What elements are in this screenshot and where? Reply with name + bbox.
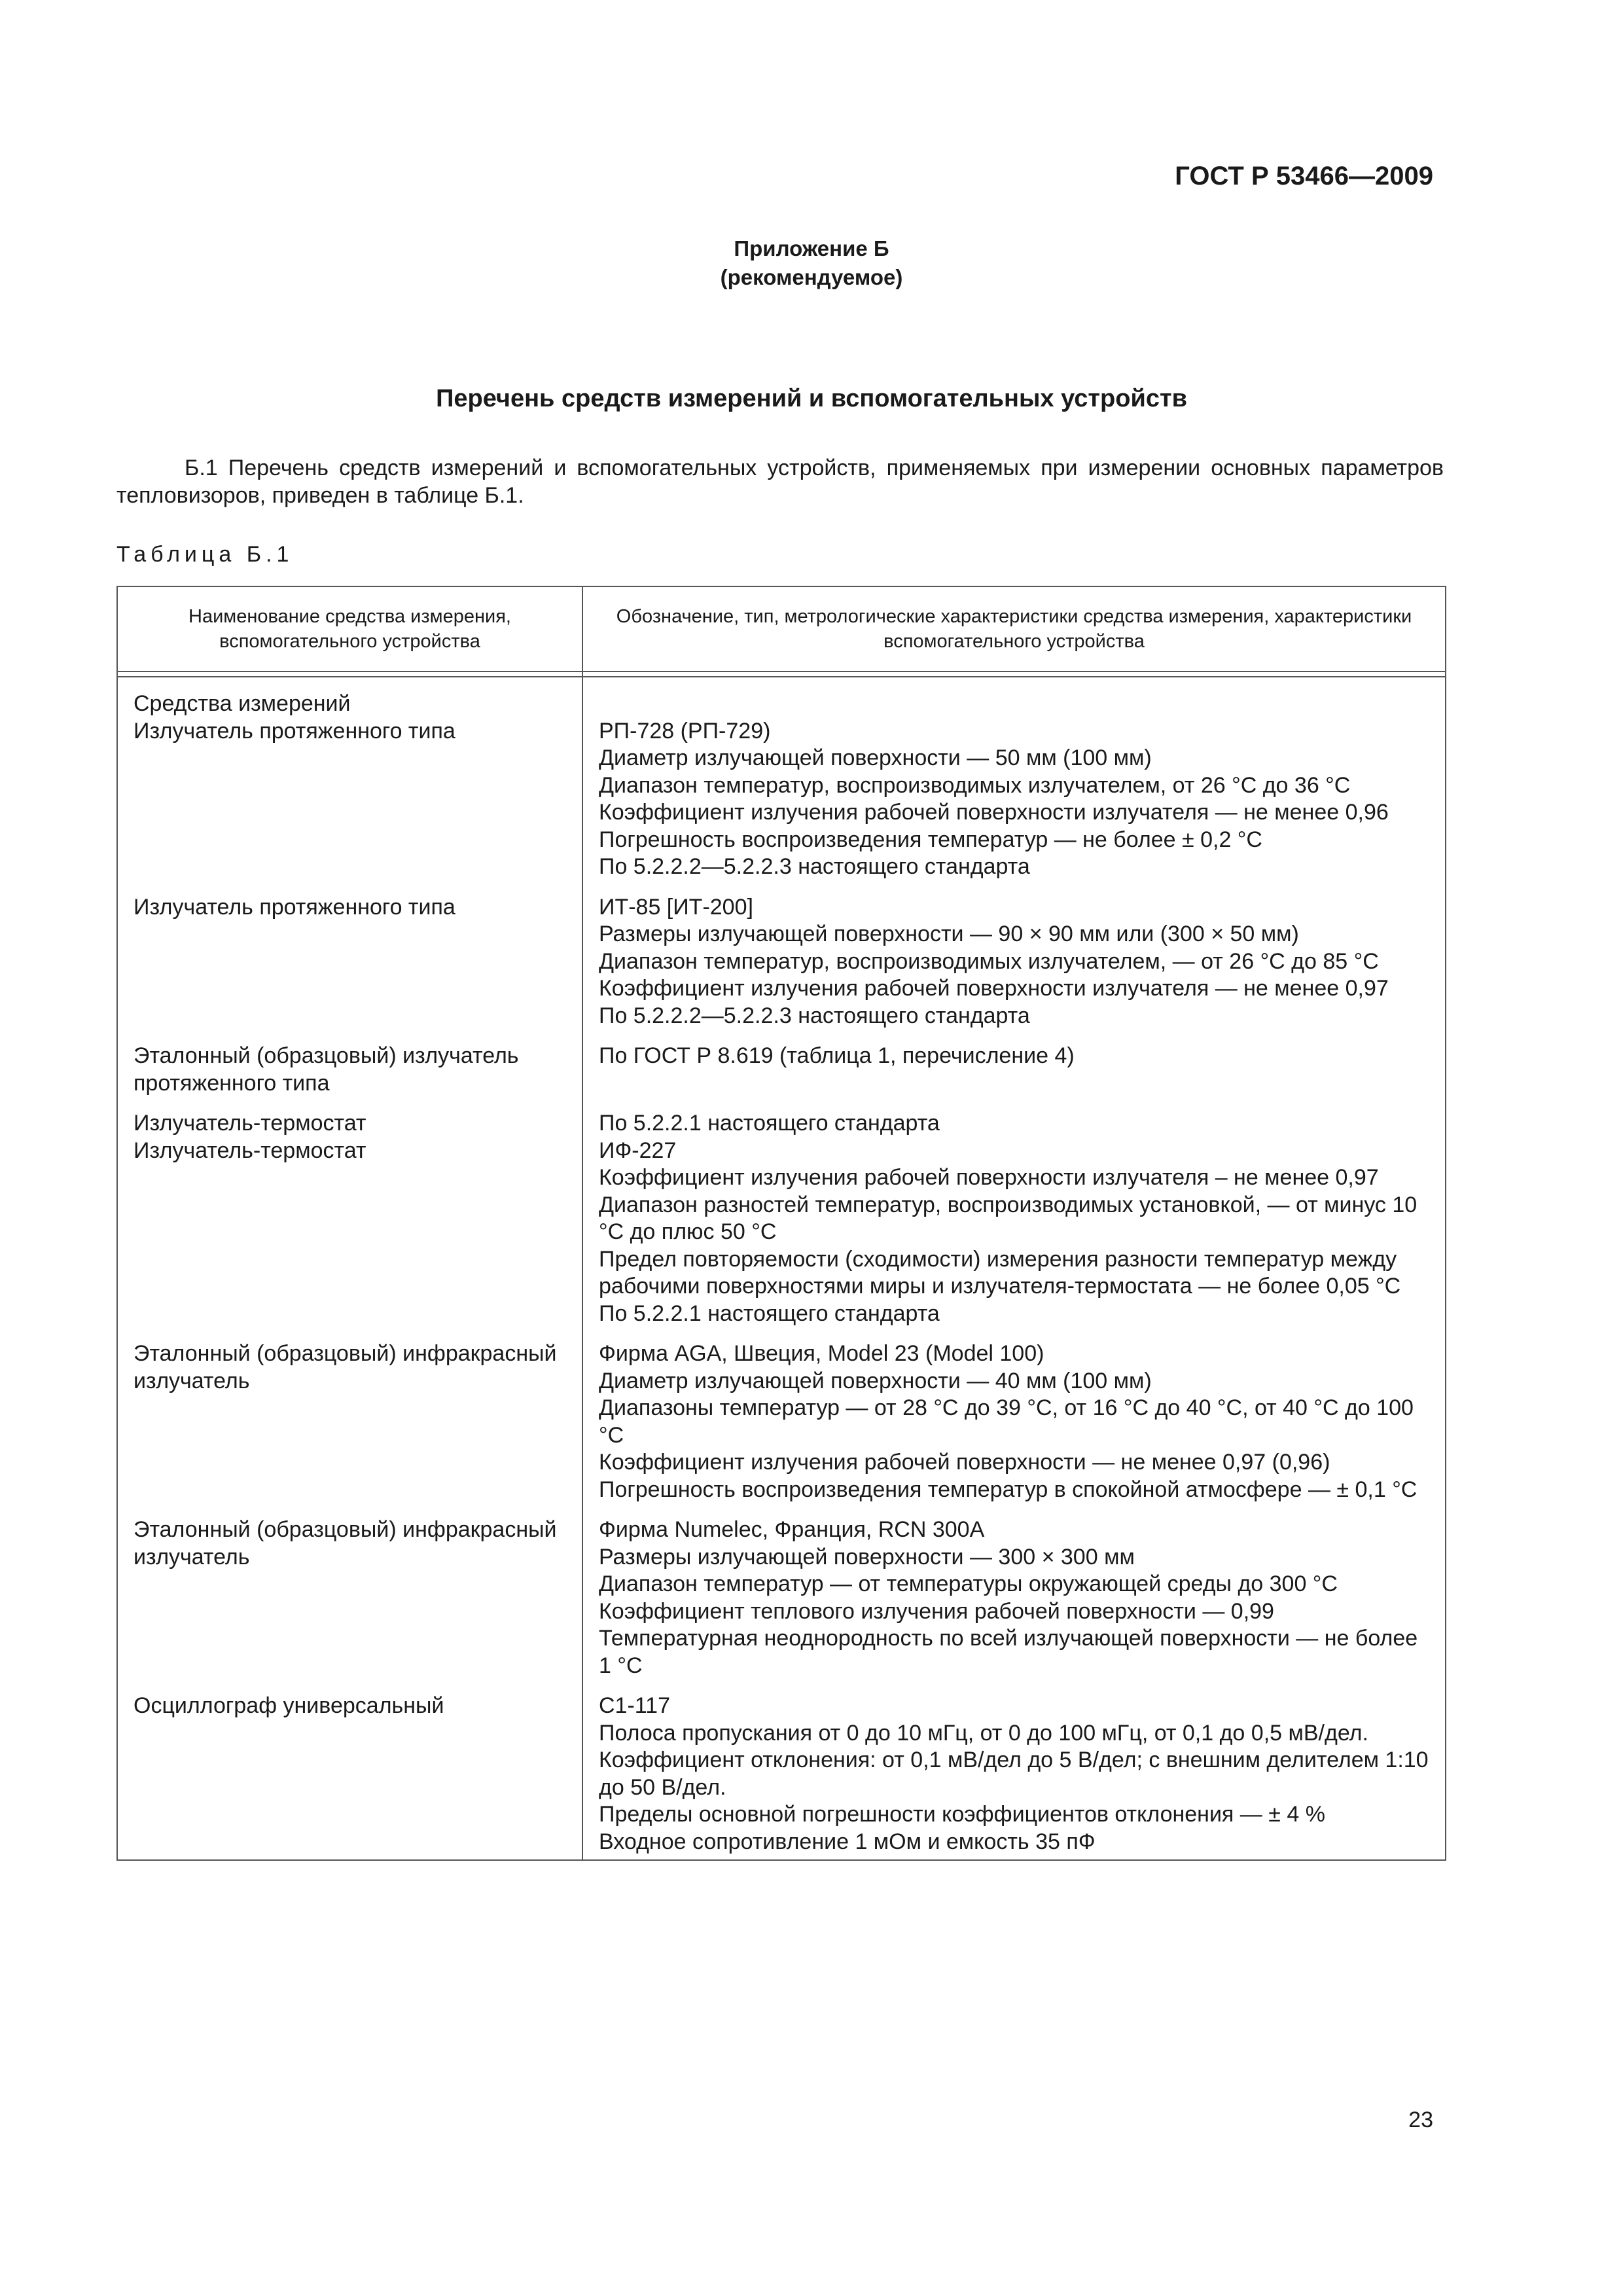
instrument-spec-line: Диапазон разностей температур, воспроизводимых установкой, — от минус 10 °С до плюс 50 °С [599,1192,1418,1244]
instrument-spec-line: Коэффициент излучения рабочей поверхности излучателя — не менее 0,96 [599,800,1389,825]
instrument-name-cell [117,1516,582,1693]
instrument-spec-line: По 5.2.2.2—5.2.2.3 настоящего стандарта [599,1003,1030,1028]
instrument-name-line: Эталонный (образцовый) инфракрасный излучатель [134,1517,557,1570]
instrument-spec-line: По 5.2.2.2—5.2.2.3 настоящего стандарта [599,854,1030,879]
instrument-name-cell [117,1110,582,1340]
table-row [117,677,1446,894]
instrument-name-line: Эталонный (образцовый) инфракрасный излучатель [134,1341,557,1393]
instrument-spec-line: Диапазон температур, воспроизводимых излучателем, — от 26 °С до 85 °С [599,948,1379,974]
instrument-spec-line: Размеры излучающей поверхности — 90 × 90 мм или (300 × 50 мм) [599,922,1299,946]
table-row [117,894,1446,1043]
table-row [117,1043,1446,1110]
intro-paragraph: Б.1 Перечень средств измерений и вспомогательных устройств, применяемых при измерении основных параметров тепловизоров, приведен в таблице Б.1. [116,456,1444,508]
header-separator [117,672,1446,677]
instrument-spec-line: Диаметр излучающей поверхности — 50 мм (100 мм) [599,745,1152,770]
instrument-specs-cell [582,1043,1446,1110]
instrument-specs-cell [582,1516,1446,1693]
instrument-specs-cell [582,1110,1446,1340]
appendix-status: (рекомендуемое) [720,265,903,289]
instrument-name-line: Излучатель протяженного типа [134,718,455,744]
document-title: Перечень средств измерений и вспомогательных устройств [436,385,1187,412]
instrument-spec-line [599,691,1431,718]
table-header-row [117,586,1446,672]
instrument-name-line: Излучатель протяженного типа [134,894,455,920]
page-number: 23 [1408,2108,1433,2132]
appendix-label: Приложение Б [734,236,889,260]
instrument-specs-cell [582,1340,1446,1516]
instrument-specs-cell [582,894,1446,1043]
instrument-spec-line: Диапазоны температур — от 28 °С до 39 °С, от 16 °С до 40 °С, от 40 °С до 100 °С [599,1395,1414,1448]
instrument-spec-line: Диаметр излучающей поверхности — 40 мм (100 мм) [599,1368,1152,1393]
instrument-name-cell [117,1693,582,1860]
instrument-spec-line: Коэффициент излучения рабочей поверхности — не менее 0,97 (0,96) [599,1450,1330,1475]
instrument-spec-line: С1-117 [599,1693,670,1718]
instrument-spec-line: Предел повторяемости (сходимости) измерения разности температур между рабочими поверхностями миры и излучателя-термостата — не более 0,05 °С [599,1246,1401,1299]
instrument-spec-line: По ГОСТ Р 8.619 (таблица 1, перечисление 4) [599,1043,1075,1068]
column-header-name: Наименование средства измерения, вспомогательного устройства [117,586,582,672]
table-row [117,1110,1446,1340]
table-row [117,1693,1446,1860]
instrument-spec-line: Коэффициент теплового излучения рабочей поверхности — 0,99 [599,1598,1274,1624]
instrument-spec-line: Пределы основной погрешности коэффициентов отклонения — ± 4 % [599,1802,1325,1827]
instrument-name-line: Средства измерений [134,691,351,716]
instrument-spec-line: Входное сопротивление 1 мОм и емкость 35 пФ [599,1829,1096,1854]
instrument-spec-line: Коэффициент отклонения: от 0,1 мВ/дел до 5 В/дел; с внешним делителем 1:10 до 50 В/дел. [599,1748,1429,1800]
instrument-spec-line: Фирма AGA, Швеция, Model 23 (Model 100) [599,1341,1044,1366]
instrument-spec-line: Температурная неоднородность по всей излучающей поверхности — не более 1 °С [599,1626,1418,1678]
column-header-characteristics: Обозначение, тип, метрологические характеристики средства измерения, характеристики вспомогательного устройства [582,586,1446,672]
instrument-name-line: Эталонный (образцовый) излучатель протяженного типа [134,1043,519,1096]
instrument-spec-line: Коэффициент излучения рабочей поверхности излучателя – не менее 0,97 [599,1165,1379,1190]
instrument-spec-line: Размеры излучающей поверхности — 300 × 300 мм [599,1544,1135,1570]
instrument-name-cell [117,1043,582,1110]
instrument-spec-line: По 5.2.2.1 настоящего стандарта [599,1111,940,1136]
instrument-spec-line: Фирма Numelec, Франция, RCN 300A [599,1517,985,1542]
instruments-table [116,586,1446,1861]
instrument-specs-cell [582,1693,1446,1860]
table-caption: Таблица Б.1 [116,542,294,567]
instrument-specs-cell [582,677,1446,894]
table-row [117,1516,1446,1693]
table-row [117,1340,1446,1516]
appendix-heading [0,234,1623,292]
instrument-spec-line: Погрешность воспроизведения температур в спокойной атмосфере — ± 0,1 °С [599,1477,1418,1502]
instrument-name-cell [117,894,582,1043]
instrument-spec-line: Коэффициент излучения рабочей поверхности излучателя — не менее 0,97 [599,976,1389,1001]
instrument-spec-line: Погрешность воспроизведения температур — не более ± 0,2 °С [599,827,1262,852]
instrument-spec-line: Диапазон температур — от температуры окружающей среды до 300 °С [599,1571,1338,1596]
standard-code: ГОСТ Р 53466—2009 [1175,162,1433,190]
instrument-name-cell [117,1340,582,1516]
instrument-spec-line: РП-728 (РП-729) [599,718,771,744]
instrument-spec-line: По 5.2.2.1 настоящего стандарта [599,1300,940,1326]
instrument-name-line: Осциллограф универсальный [134,1693,444,1718]
instrument-name-line: Излучатель-термостат [134,1138,366,1163]
instrument-spec-line: ИФ-227 [599,1138,677,1163]
instrument-name-cell [117,677,582,894]
instrument-name-line: Излучатель-термостат [134,1111,366,1136]
table-body [117,677,1446,1860]
instrument-spec-line: Диапазон температур, воспроизводимых излучателем, от 26 °С до 36 °С [599,772,1351,798]
instrument-spec-line: Полоса пропускания от 0 до 10 мГц, от 0 до 100 мГц, от 0,1 до 0,5 мВ/дел. [599,1720,1368,1746]
instrument-spec-line: ИТ-85 [ИТ-200] [599,894,753,920]
